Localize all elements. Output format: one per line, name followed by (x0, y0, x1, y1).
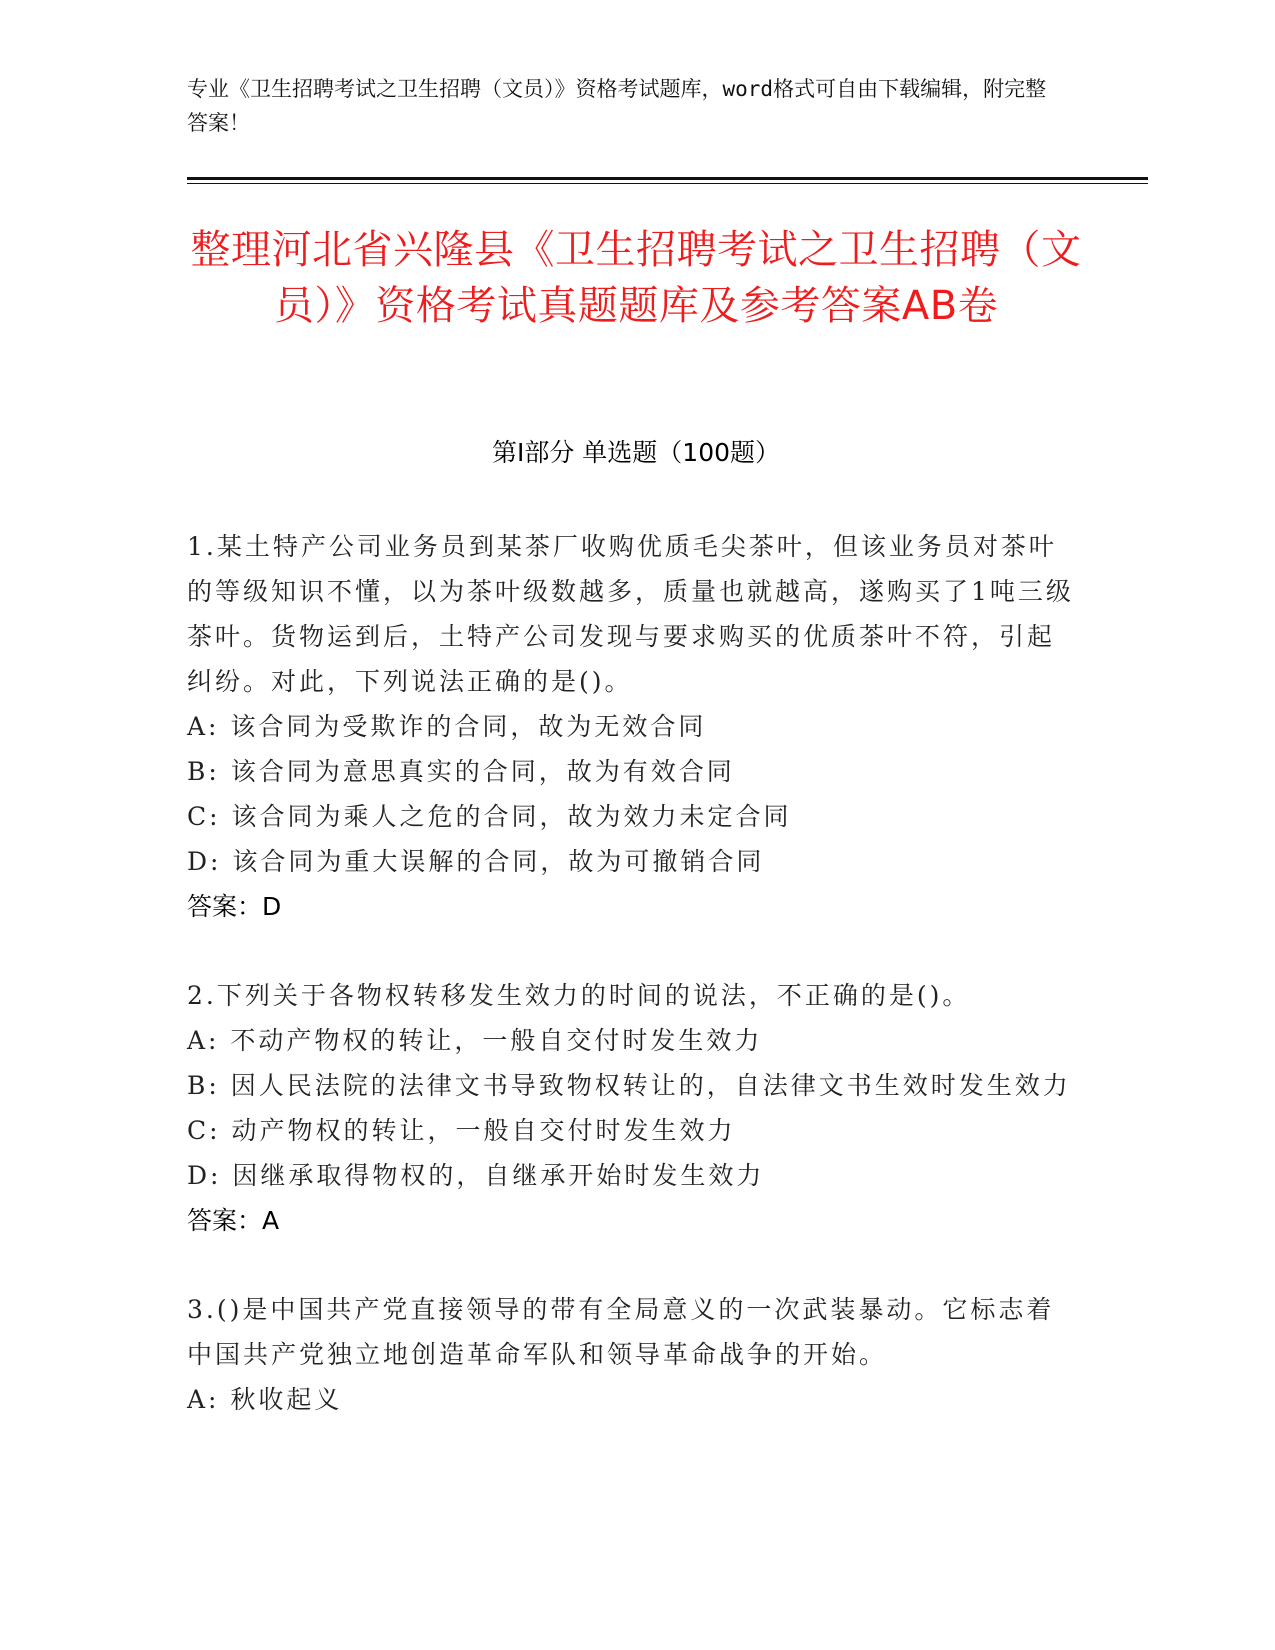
question-stem: 3.()是中国共产党直接领导的带有全局意义的一次武装暴动。它标志着中国共产党独立地创造革命军队和领导革命战争的开始。 (187, 1295, 1055, 1369)
section-heading: 第I部分 单选题（100题） (491, 438, 781, 467)
question-item (187, 1287, 1077, 1422)
option-d: D: 因继承取得物权的，自继承开始时发生效力 (187, 1161, 765, 1190)
option-a: A: 该合同为受欺诈的合同，故为无效合同 (187, 712, 707, 741)
option-a: A: 秋收起义 (187, 1385, 343, 1414)
option-b: B: 该合同为意思真实的合同，故为有效合同 (187, 757, 735, 786)
answer-line: 答案：A (187, 1206, 280, 1235)
header-rule-thin (187, 183, 1148, 184)
option-c: C: 该合同为乘人之危的合同，故为效力未定合同 (187, 802, 792, 831)
option-d: D: 该合同为重大误解的合同，故为可撤销合同 (187, 847, 765, 876)
question-item (187, 524, 1077, 929)
option-c: C: 动产物权的转让，一般自交付时发生效力 (187, 1116, 736, 1145)
question-item (187, 973, 1077, 1243)
option-a: A: 不动产物权的转让，一般自交付时发生效力 (187, 1026, 763, 1055)
question-list (187, 524, 1077, 1466)
answer-line: 答案：D (187, 892, 282, 921)
question-stem: 2.下列关于各物权转移发生效力的时间的说法，不正确的是()。 (187, 981, 971, 1010)
option-b: B: 因人民法院的法律文书导致物权转让的，自法律文书生效时发生效力 (187, 1071, 1071, 1100)
document-title: 整理河北省兴隆县《卫生招聘考试之卫生招聘（文员）》资格考试真题题库及参考答案AB卷 (190, 227, 1082, 329)
header-rule-thick (187, 177, 1148, 180)
header-note: 专业《卫生招聘考试之卫生招聘（文员）》资格考试题库，word格式可自由下载编辑，附完整答案！ (187, 77, 1047, 135)
question-stem: 1.某土特产公司业务员到某茶厂收购优质毛尖茶叶，但该业务员对茶叶的等级知识不懂，以为茶叶级数越多，质量也就越高，遂购买了1吨三级茶叶。货物运到后，土特产公司发现与要求购买的优质茶叶不符，引起纠纷。对此，下列说法正确的是()。 (187, 532, 1074, 696)
